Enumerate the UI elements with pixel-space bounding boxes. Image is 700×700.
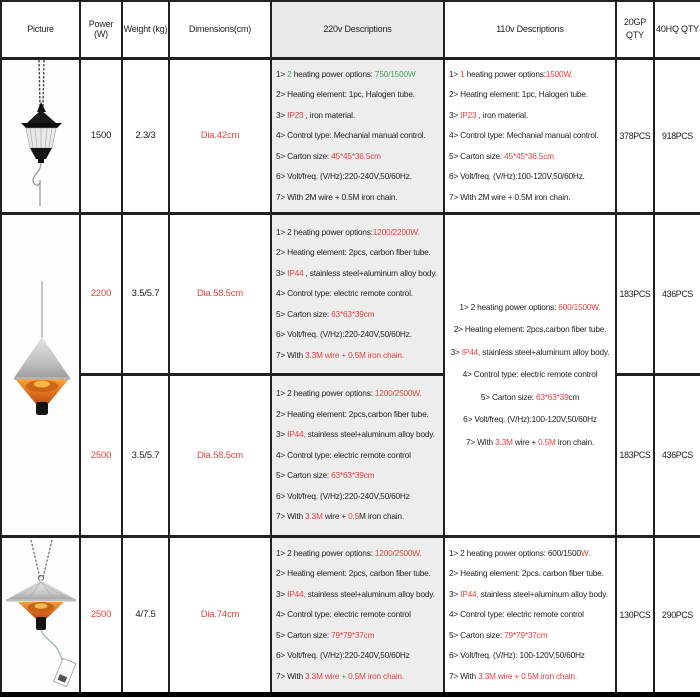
text-line: 4> Control type: electric remote control (276, 609, 411, 620)
power-cell (80, 213, 122, 374)
text-line: 1500 (90, 130, 112, 141)
product-row-2500w-wide (1, 536, 700, 694)
qty-20gp-cell: 183PCS (616, 374, 654, 536)
qty-40hq-cell: 436PCS (654, 213, 700, 374)
col-header-picture: Picture (1, 1, 80, 58)
text-line: Dia.74cm (200, 609, 240, 620)
text-line: 1> 2 heating power options: 600/1500W. (459, 301, 601, 312)
text-line: 6> Volt/freq. (V/Hz):100-120V,50/60Hz. (449, 171, 585, 182)
text-line: 2> Heating element: 1pc, Halogen tube. (276, 89, 415, 100)
text-line: 6> Volt/freq. (V/Hz):220-240V,50/60Hz (276, 490, 410, 501)
col-header-220v-descriptions: 220v Descriptions (271, 1, 444, 58)
text-line: 2500 (90, 449, 112, 461)
text-line: 4> Control type: Mechanial manual control. (449, 130, 599, 141)
qty-20gp-cell: 183PCS (616, 213, 654, 374)
qty-20gp-cell: 378PCS (616, 58, 654, 213)
text-line: 3> IP23 , iron material. (449, 109, 528, 120)
text-line: 3> IP44 , stainless steel+aluminum alloy body. (276, 267, 437, 278)
text-line: 2> Heating element: 2pcs, carbon fiber tube. (276, 247, 431, 258)
text-line: 6> Volt/freq. (V/Hz): 100-120V,50/60Hz (449, 650, 585, 661)
picture-cell-wide-dome-heater (1, 536, 80, 694)
col-header-40hq-qty: 40HQ QTY (654, 1, 700, 58)
qty-40hq-cell: 436PCS (654, 374, 700, 536)
dimensions-cell (169, 58, 271, 213)
text-line: 7> With 3.3M wire + 0.5M iron chain. (276, 670, 404, 681)
product-row-2200w (1, 213, 700, 374)
text-line: 6> Volt/freq. (V/Hz):100-120V,50/60Hz (463, 414, 597, 425)
text-line: 6> Volt/freq. (V/Hz):220-240V,50/60Hz (276, 650, 410, 661)
wide-dome-heater-image (3, 538, 79, 690)
col-header-weight: Weight (kg) (122, 1, 169, 58)
text-line: 4> Control type: electric remote control. (276, 288, 413, 299)
power-cell (80, 58, 122, 213)
text-line: 1> 1 heating power options:1500W. (449, 68, 573, 79)
picture-cell-halogen-heater (1, 58, 80, 213)
desc-110v-cell (444, 536, 616, 694)
text-line: 1> 2 heating power options: 1200/2500W. (276, 388, 422, 399)
text-line: 5> Carton size: 45*45*36.5cm (276, 150, 381, 161)
text-line: 3> IP23 , iron material. (276, 109, 355, 120)
text-line: 7> With 3.3M wire + 0.5M iron chain. (449, 670, 577, 681)
halogen-heater-image (6, 60, 76, 208)
dimensions-cell (169, 536, 271, 694)
text-line: 2> Heating element: 2pcs,carbon fiber tube. (276, 408, 429, 419)
weight-cell: 3.5/5.7 (122, 213, 169, 374)
qty-20gp-cell: 130PCS (616, 536, 654, 694)
text-line: 6> Volt/freq. (V/Hz):220-240V,50/60Hz. (276, 171, 412, 182)
text-line: 7> With 3.3M wire + 0.5M iron chain. (276, 511, 404, 522)
weight-cell: 4/7.5 (122, 536, 169, 694)
text-line: 3> IP44, stainless steel+aluminum alloy body. (449, 588, 608, 599)
header-row (1, 1, 700, 58)
desc-220v-cell (271, 58, 444, 213)
desc-110v-shared-cell (444, 213, 616, 536)
desc-220v-cell (271, 374, 444, 536)
col-header-20gp-qty: 20GP QTY (616, 1, 654, 58)
power-cell (80, 536, 122, 694)
text-line: 1> 2 heating power options: 1200/2500W. (276, 547, 422, 558)
col-header-power: Power (W) (80, 1, 122, 58)
desc-110v-cell (444, 58, 616, 213)
text-line: 7> With 3.3M wire + 0.5M iron chain. (466, 436, 594, 447)
text-line: 5> Carton size: 79*79*37cm (276, 629, 375, 640)
text-line: 1> 2 heating power options: 750/1500W (276, 68, 416, 79)
dome-heater-image (5, 277, 77, 472)
qty-40hq-cell: 290PCS (654, 536, 700, 694)
text-line: 5> Carton size: 63*63*39cm (480, 391, 580, 402)
dimensions-cell (169, 374, 271, 536)
text-line: 2> Heating element: 1pc, Halogen tube. (449, 89, 588, 100)
text-line: 2200 (90, 288, 112, 299)
text-line: 1> 2 heating power options:1200/2200W. (276, 226, 420, 237)
col-header-110v-descriptions: 110v Descriptions (444, 1, 616, 58)
text-line: 3> IP44, stainless steel+aluminum alloy body. (276, 429, 435, 440)
text-line: 1> 2 heating power options: 600/1500W. (449, 547, 591, 558)
text-line: 2> Heating element: 2pcs, carbon fiber tube. (276, 568, 431, 579)
text-line: Dia.58.5cm (196, 449, 244, 461)
text-line: 4> Control type: Mechanial manual control. (276, 130, 426, 141)
text-line: Dia.42cm (200, 130, 240, 141)
text-line: 2500 (90, 609, 112, 620)
desc-220v-cell (271, 213, 444, 374)
weight-cell: 3.5/5.7 (122, 374, 169, 536)
text-line: 2> Heating element: 2pcs. carbon fiber tube. (449, 568, 604, 579)
text-line: 5> Carton size: 45*45*36.5cm (449, 150, 554, 161)
weight-cell: 2.3/3 (122, 58, 169, 213)
text-line: 3> IP44, stainless steel+aluminum alloy body. (450, 346, 610, 357)
text-line: 7> With 3.3M wire + 0.5M iron chain. (276, 349, 404, 360)
text-line: 5> Carton size: 79*79*37cm (449, 629, 548, 640)
text-line: 4> Control type: electric remote control (462, 369, 598, 380)
dimensions-cell (169, 213, 271, 374)
text-line: 7> With 2M wire + 0.5M iron chain. (449, 191, 571, 202)
picture-cell-dome-heater (1, 213, 80, 536)
text-line: 4> Control type: electric remote control (449, 609, 584, 620)
qty-40hq-cell: 918PCS (654, 58, 700, 213)
text-line: 2> Heating element: 2pcs,carbon fiber tube. (453, 324, 607, 335)
text-line: 3> IP44, stainless steel+aluminum alloy body. (276, 588, 435, 599)
text-line: 7> With 2M wire + 0.5M iron chain. (276, 191, 398, 202)
text-line: 5> Carton size: 63*63*39cm (276, 470, 375, 481)
col-header-dimensions: Dimensions(cm) (169, 1, 271, 58)
text-line: 6> Volt/freq. (V/Hz):220-240V,50/60Hz. (276, 329, 412, 340)
text-line: 5> Carton size: 63*63*39cm (276, 308, 375, 319)
text-line: Dia.58.5cm (196, 288, 244, 299)
desc-220v-cell (271, 536, 444, 694)
product-row-1500w (1, 58, 700, 213)
text-line: 4> Control type: electric remote control (276, 449, 411, 460)
power-cell (80, 374, 122, 536)
